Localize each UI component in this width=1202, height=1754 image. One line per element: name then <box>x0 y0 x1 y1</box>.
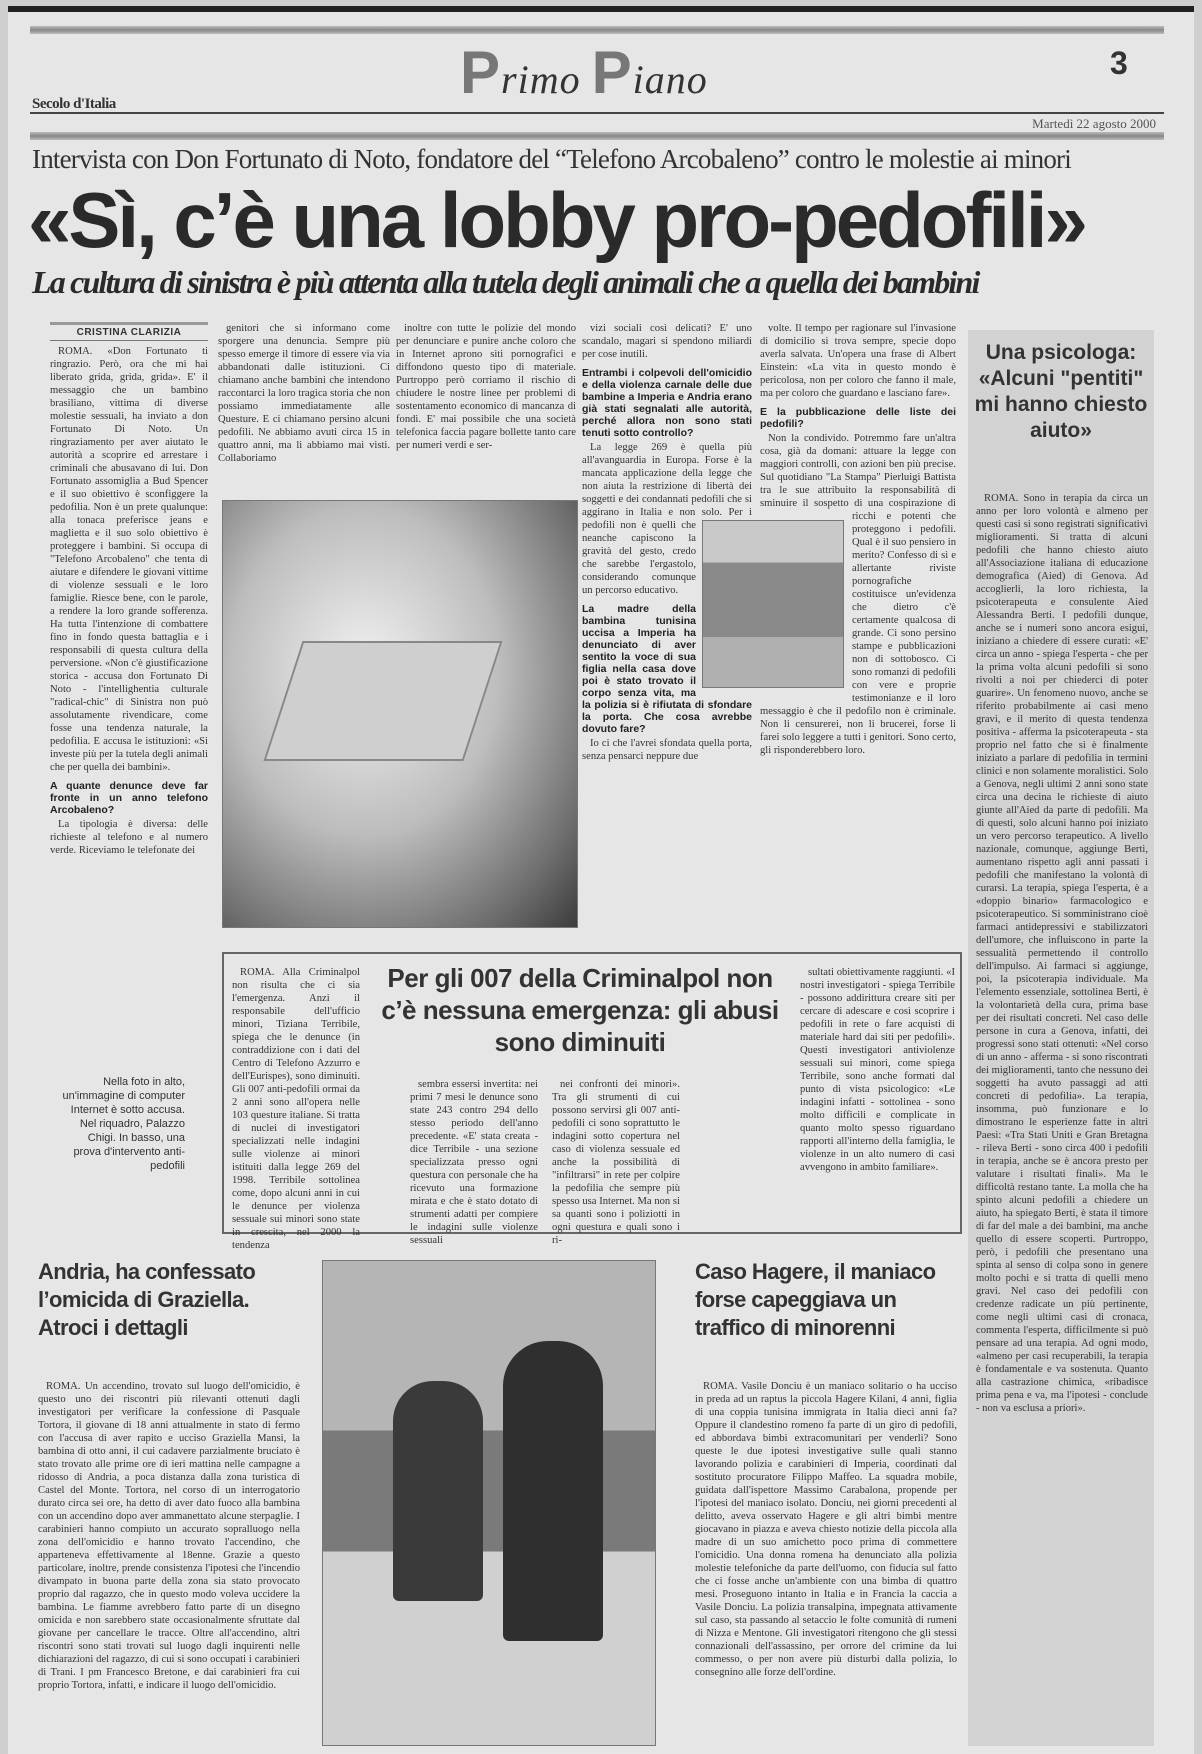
box-column-1: ROMA. Alla Criminalpol non risulta che ci sia l'emergenza. Anzi il responsabile dell'ufficio minori, Tiziana Terribile, spiega che le denunce (in contraddizione con i dati del Centro di Telefono Azzurro e dell'Eurispes), sono diminuiti. Gli 007 anti-pedofili ormai da 2 anni sono all'opera nelle 103 questure italiane. Si tratta di nuclei di investigatori specializzati nelle indagini sulle violenze ai minori istituiti dalla legge 269 del 1998. Terribile sottolinea come, dopo alcuni anni in cui le denunce per violenza sessuale sui minori sono state in crescita, nel 2000 la tendenza <box>232 967 360 1251</box>
hagere-headline: Caso Hagere, il maniaco forse capeggiava un traffico di minorenni <box>695 1259 936 1340</box>
box-column-2: sembra essersi invertita: nei primi 7 mesi le denunce sono state 243 contro 294 dello stesso periodo dell'anno precedente. «E' stata creata - dice Terribile - una sezione specializzata presso ogni questura con personale che ha ricevuto una formazione mirata e che è stato dotato di strumenti adatti per compiere le indagini sulle violenze sessuali <box>410 1079 538 1246</box>
hagere-body: ROMA. Vasile Donciu è un maniaco solitario o ha ucciso in preda ad un raptus la piccola Hagere Kilani, 4 anni, figlia di una coppia tunisina immigrata in Italia dieci anni fa? Oppure il clandestino romeno fa parte di un giro di pedofili, ed abbordava bimbi extracomunitari per venderli? Sono queste le due ipotesi investigative sulle quali stanno lavorando polizia e carabinieri di Imperia, coordinati dal sostituto procuratore Filippo Maffeo. La squadra mobile, guidata dall'ispettore Massimo Carabalona, propende per l'ipotesi del maniaco isolato. Donciu, nei giorni precedenti al delitto, aveva osservato Hagere e gli altri bimbi mentre giocavano in piazza e aveva chiesto notizie della piccola alla madre di un suo amichetto poco prima di commettere l'omicidio. Una donna romena ha denunciato alla polizia molestie telefoniche da parte dell'uomo, con fiducia sul fatto che ci fosse anche un'ambiente con una bimba di quattro mesi. Proseguono intanto in Italia e in Francia la caccia a Vasile Donciu. La polizia transalpina, impegnata attivamente sul caso, sta passando al setaccio le folte comunità di rumeni di Nizza e Mentone. Gli investigatori ritengono che gli stessi connazionali dell'assassino, per orrore del crimine da lui commesso, o per non avere più disturbi dalla polizia, lo consegnino alle forze dell'ordine. <box>695 1381 957 1678</box>
kicker: Intervista con Don Fortunato di Noto, fondatore del “Telefono Arcobaleno” contro le molestie ai minori <box>32 144 1071 174</box>
person-figure <box>503 1341 603 1641</box>
sidebar-body: ROMA. Sono in terapia da circa un anno per loro volontà e almeno per questi casi si sono registrati significativi miglioramenti. Si tratta di alcuni pedofili che hanno chiesto aiuto all'Associazione italiana di educazione demografica (Aied) di Genova. Ad accoglierli, la loro richiesta, la psicoterapeuta e consulente Aied Alessandra Berti. I pedofili dunque, anche se i numeri sono ancora esigui, iniziano a chiedere di essere curati: «E' circa un anno - spiega l'esperta - che per la prima volta alcuni pedofili si sono rivolti a noi per chiederci di poter guarire». Un fenomeno nuovo, anche se riferito probabilmente ai casi meno gravi, e il merito di questa tendenza positiva - afferma la psicoterapeuta - sta proprio nel fatto che si è finalmente iniziato a parlare di pedofilia in termini clinici e non solamente moralistici. Solo a Genova, negli ultimi 2 anni sono state circa una decina le richieste di aiuto giunte all'Aied da parte di pedofili. Ma di questi, solo alcuni hanno poi iniziato un vero percorso terapeutico. A livello nazionale, comunque, aggiunge Berti, aumentano rispetto agli anni passati i pedofili che manifestano la volontà di curarsi. La terapia, spiega l'esperta, è a «doppio binario» farmacologico e psicoterapeutico. Si somministrano cioè farmaci antidepressivi e stabilizzatori dell'umore, che influiscono in parte la sessualità permettendo il controllo dell'impulso. Ai farmaci si aggiunge, poi, la psicoterapia individuale. Ma l'elemento essenziale, sottolinea Berti, è la volontarietà della cura, prima base per dei risultati concreti. Nel caso delle persone in cura a Genova, infatti, dei progressi sono stati ottenuti: «Nel corso di un anno - afferma - si sono riscontrati dei miglioramenti, tanto che nessuno dei soggetti ha avuto passaggi ad atti concreti di pedofilia». La terapia, insomma, può funzionare e lo dimostrano le esperienze fatte in altri Paesi: «Tra Stati Uniti e Gran Bretagna - rileva Berti - sono circa 400 i pedofili in terapia, anche se è ancora presto per valutare i risultati finali». Ma le difficoltà restano tante. La molla che ha spinto alcuni pedofili a chiedere un aiuto, ha spiegato Berti, è stata il timore di far del male a dei bambini, ma anche quello di essere scoperti. Purtroppo, però, i pedofili che presentano una spinta al senso di colpa sono in genere molto pochi e si tratta di quelli meno gravi. Nel caso dei pedofili con credenze radicate un più pertinente, come negli ultimi casi di cronaca, commenta l'esperta, difficilmente si può pensare ad una terapia. Ad ogni modo, «almeno per casi recuperabili, la terapia è fondamentale e va sostenuta. Quanto alla castrazione chimica, «ribadisce prima pena e va, ma l'ipotesi - conclude - non va esclusa a priori». <box>976 493 1148 1414</box>
issue-date: Martedì 22 agosto 2000 <box>1032 116 1156 131</box>
article-column-4: vizi sociali così delicati? E' uno scandalo, magari si spendono miliardi per cose inutili. Entrambi i colpevoli dell'omicidio e della violenza carnale delle due bambine a Imperia e Andria erano già stati segnalati alle autorità, perché allora non sono stati tenuti sotto controllo? La legge 269 è quella più all'avanguardia in Europa. Forse è la mancata applicazione della legge che non aiuta la restrizione di libertà dei soggetti e dei condannati pedofili che si aggirano in Italia e non solo. Per i pedofili non è quelli che neanche capiscono la gravità del gesto, credo che sarebbe l'ergastolo, considerando comunque un percorso educativo. La madre della bambina tunisina uccisa a Imperia ha denunciato di aver sentito la voce di sua figlia nella casa dove poi è stato trovato il corpo senza vita, ma la polizia si è rifiutata di sfondare la porta. Che cosa avrebbe dovuto fare? Io ci che l'avrei sfondata quella porta, senza pensarci neppure due <box>582 323 752 762</box>
sidebar-headline: Una psicologa: «Alcuni "pentiti" mi hanno chiesto aiuto» <box>974 341 1148 442</box>
article-column-2: genitori che si informano come sporgere una denuncia. Sempre più spesso emerge il timore di essere via via abbandonati dalle istituzioni. Ci chiamano anche bambini che intendono raccontarci la loro tragica storia che non possiamo immediatamente alle Questure. E ci chiamano persino alcuni pedofili. Ne abbiamo avuti circa 15 in quattro anni, ma li abbiamo mai visti. Collaboriamo <box>218 323 390 464</box>
interview-question: E la pubblicazione delle liste dei pedofili? <box>760 406 956 430</box>
interview-question: A quante denunce deve far fronte in un anno telefono Arcobaleno? <box>50 780 208 816</box>
andria-body: ROMA. Un accendino, trovato sul luogo dell'omicidio, è questo uno dei riscontri più rilevanti ottenuti dagli investigatori per verificare la confessione di Pasquale Tortora, il giovane di 18 anni attualmente in stato di fermo con l'accusa di aver rapito e ucciso Graziella Mansi, la bambina di otto anni, il cui cadavere parzialmente bruciato è stato trovato alle prime ore di ieri mattina nelle campagne a ridosso di Andria, a poca distanza dalla zona turistica di Castel del Monte. Tortora, nel corso di un interrogatorio durato circa sei ore, ha detto di aver dato fuoco alla bambina con un accendino dopo aver ammanettato alcune sterpaglie. I carabinieri hanno compiuto un accurato sopralluogo nella zona dell'omicidio e hanno trovato l'accendino, che apparteneva effettivamente al 18enne. Grazie a questo particolare, inoltre, prende consistenza l'ipotesi che l'incendio divampato in buona parte della zona sia stato provocato proprio dal ragazzo, che in questo modo voleva uccidere la bambina. Le fiamme avrebbero fatto parte di un disegno omicida e non sarebbero state occasionalmente sfruttate dal giovane per cancellare le tracce. Oltre all'accendino, altri riscontri sono stati trovati sul luogo dagli inquirenti nelle dichiarazioni del ragazzo, di cui si sono occupati i carabinieri di Trani. I pm Francesco Bretone, e dai carabinieri fra cui proprio Tortora, infatti, e indicare il luogo dell'omicidio. <box>38 1381 300 1691</box>
person-figure <box>393 1381 483 1601</box>
box-column-3: nei confronti dei minori». Tra gli strumenti di cui possono servirsi gli 007 anti-pedofili ci sono soprattutto le indagini sotto copertura nel caso di violenza sessuale ed anche la possibilità di "infiltrarsi" in rete per colpire la pedofilia che sempre più spesso usa Internet. Ma non si sa quanti sono i poliziotti in ogni questura e quali sono i ri- <box>552 1079 680 1246</box>
header-rule <box>30 26 1164 34</box>
newspaper-name: Secolo d'Italia <box>32 96 116 112</box>
article-column-5: volte. Il tempo per ragionare sul l'invasione di domicilio si trova sempre, specie dopo averla salvata. Un'opera una frase di Albert Einstein: «La vita in questo mondo è pericolosa, non per coloro che fanno il male, ma per coloro che guardano e lasciano fare». E la pubblicazione delle liste dei pedofili? Non la condivido. Potremmo fare un'altra cosa, già da domani: attuare la legge con maggiori controlli, con azioni ben più precise. Sul quotidiano "La Stampa" Pierluigi Battista tra le sue attribuito la responsabilità di sminuire il sospetto di una cospirazione di ricchi e potenti che proteggono i pedofili. Qual è il suo pensiero in merito? Confesso di sì e allertante riviste pornografiche costituisce un'evidenza che dietro c'è certamente qualcosa di grande. Ci sono persino stampe e pubblicazioni non di sottobosco. Ci sono romanzi di pedofili con vere e proprie testimonianze e il loro messaggio è che il pedofilo non è criminale. Non li censurerei, non li brucerei, forse li farei solo leggere a tutti i genitori. Sono certo, gli risponderebbero loro. <box>760 323 956 756</box>
criminalpol-headline: Per gli 007 della Criminalpol non c’è nessuna emergenza: gli abusi sono diminuiti <box>381 963 779 1057</box>
header-rule-lower <box>30 132 1164 140</box>
article-column-1: CRISTINA CLARIZIA ROMA. «Don Fortunato ti ringrazio. Però, ora che mi hai liberato grida, grida, grida». E' il messaggio che un bambino brasiliano, vittima di diverse molestie sessuali, ha inviato a don Fortunato Di Noto. Un ringraziamento per aver aiutato le autorità a scoprire ed arrestare i criminali che abusavano di lui. Don Fortunato assomiglia a Bud Spencer e il suo obiettivo è sconfiggere la pedofilia. Non è un prete qualunque: alla tonaca preferisce jeans e maglietta e il suo solo obiettivo è proteggere i bambini. Si occupa di "Telefono Arcobaleno" che tenta di aiutare e difendere le giovani vittime di violenze sessuali e le loro famiglie. Riesce bene, con le parole, a rendere la loro grande sofferenza. Ha tutta l'intenzione di combattere fino in fondo questa battaglia e i responsabili di questa cultura della perversione. «Non c'è giustificazione storica - accusa don Fortunato Di Noto - l'intellighentia culturale "radical-chic" di Sinistra non può assolutamente rivendicare, come fosse una tendenza naturale, la pedofilia. E accusa le istituzioni: «Si investe più per la tutela degli animali che per quella dei bambini». A quante denunce deve far fronte in un anno telefono Arcobaleno? La tipologia è diversa: delle richieste al telefono e al numero verde. Riceviamo le telefonate dei <box>50 322 208 928</box>
interview-question: La madre della bambina tunisina uccisa a Imperia ha denunciato di aver sentito la voce di sua figlia nella casa dove poi è stato trovato il corpo senza vita, ma la polizia si è rifiutata di sfondare la porta. Che cosa avrebbe dovuto fare? <box>582 603 752 735</box>
article-column-3: inoltre con tutte le polizie del mondo per denunciare e punire anche coloro che in Internet aprono siti pornografici e diffondono questo tipo di materiale. Purtroppo però corriamo il rischio di chiudere le nostre linee per problemi di sostentamento economico di mancanza di fondi. E' mai possibile che una società telefonica faccia pagare bollette tanto care per numeri verdi e ser- <box>396 323 576 451</box>
interview-question: Entrambi i colpevoli dell'omicidio e della violenza carnale delle due bambine a Imperia e Andria erano già stati segnalati alle autorità, perché allora non sono stati tenuti sotto controllo? <box>582 367 752 439</box>
section-title: Primo Piano <box>460 39 708 106</box>
andria-headline: Andria, ha confessato l’omicida di Graziella. Atroci i dettagli <box>38 1259 256 1340</box>
computer-photo <box>222 500 578 928</box>
main-headline: «Sì, c’è una lobby pro-pedofili» <box>28 176 1085 264</box>
header-thin-rule <box>30 112 1164 114</box>
photo-caption: Nella foto in alto, un'immagine di computer Internet è sotto accusa. Nel riquadro, Palazzo Chigi. In basso, una prova d'intervento anti-pedofili <box>62 1076 185 1172</box>
subheadline: La cultura di sinistra è più attenta alla tutela degli animali che a quella dei bambini <box>32 264 979 300</box>
page-number: 3 <box>1110 45 1128 81</box>
police-photo <box>322 1260 656 1746</box>
box-column-4: sultati obiettivamente raggiunti. «I nostri investigatori - spiega Terribile - possono addirittura creare siti per cercare di adescare e così scoprire i pedofili in rete o fare acquisti di materiale hard dai siti per pedofili». Questi investigatori antiviolenze sessuali sui minori, come spiega Terribile, sono anche formati dal punto di vista psicologico: «Le indagini infatti - sottolinea - sono molto difficili e complicate in quanto molto spesso riguardano rapporti all'interno della famiglia, le violenze in un alto numero di casi avvengono in ambito familiare». <box>800 967 955 1173</box>
keyboard-shape <box>264 641 503 761</box>
byline: CRISTINA CLARIZIA <box>50 322 208 341</box>
